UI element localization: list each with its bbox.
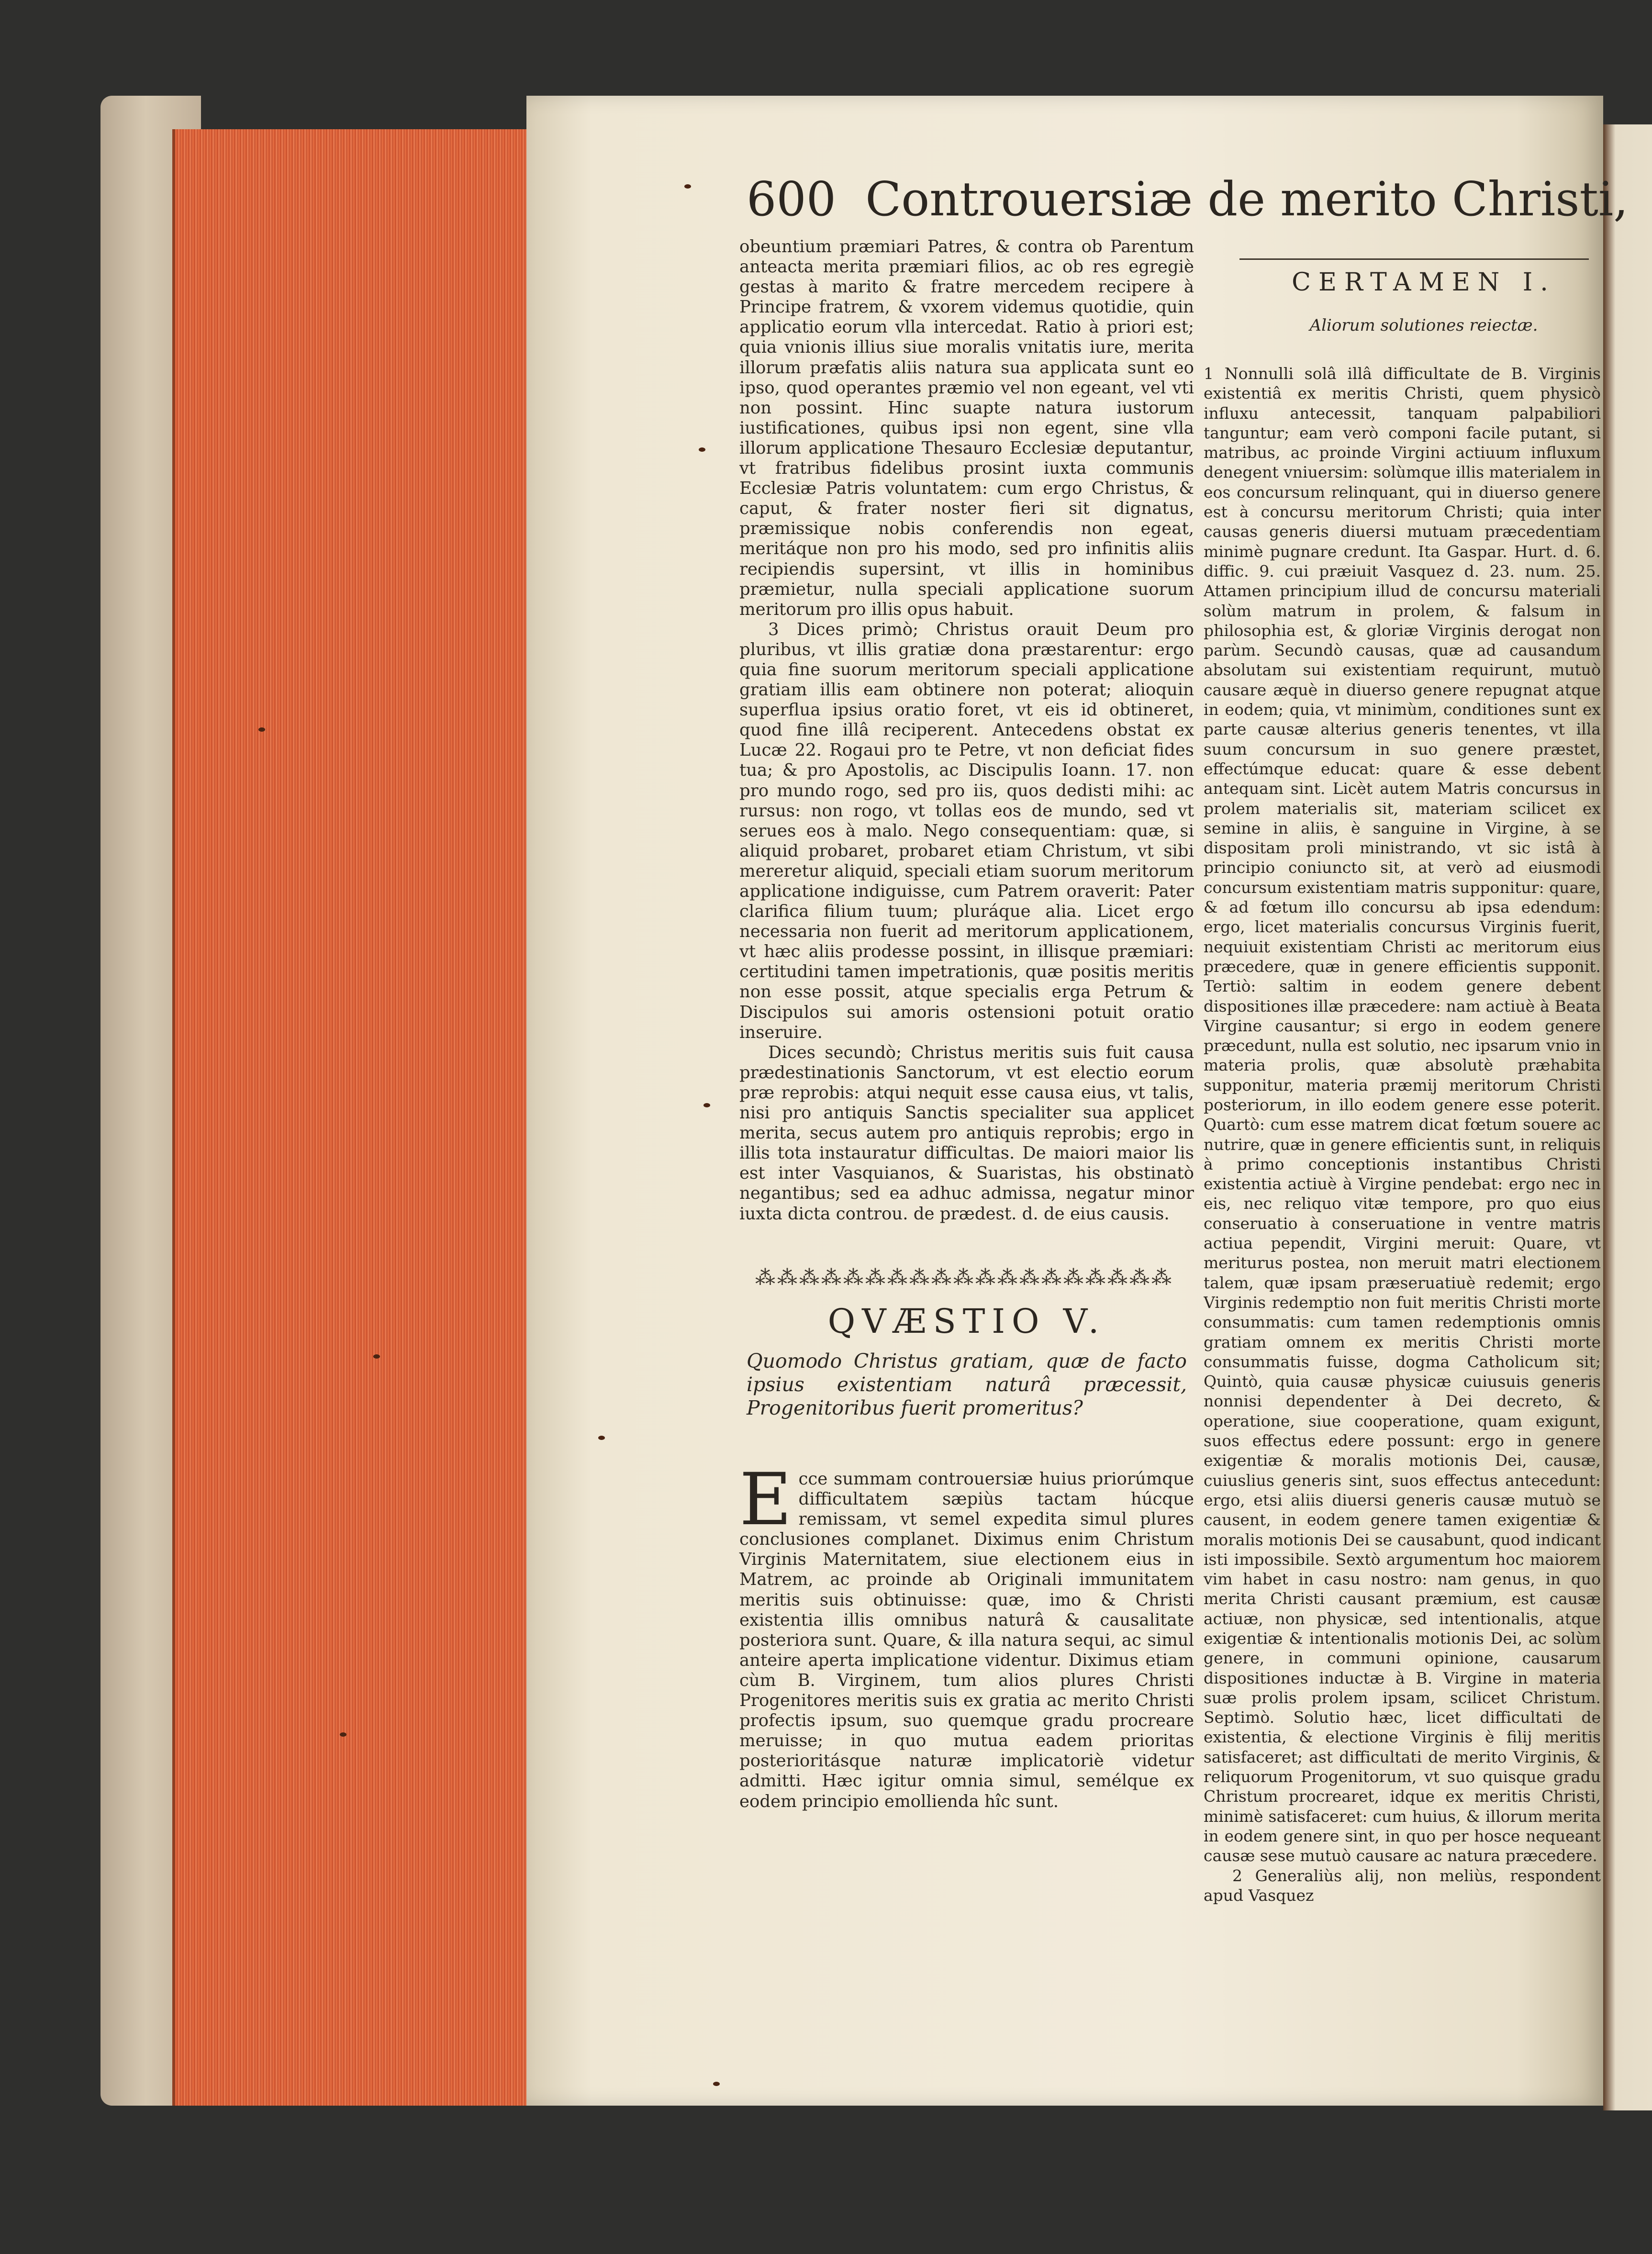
- right-column: [1204, 364, 1601, 2254]
- paragraph: obeuntium præmiari Patres, & contra ob Parentum anteacta merita præmiari filios, ac ob res egregiè gestas à marito & fratre mercedem recipere à Principe fratrem, & vxorem videmus quotidie, quin applicatio eorum vlla intercedat. Ratio à priori est; quia vnionis illius siue moralis vnitatis iure, merita illorum præfatis aliis natura sua applicata sunt eo ipso, quod operantes præmio vel non egeant, vel vti non possint. Hinc suapte natura iustorum iustificationes, quibus ipsi non egent, sine vlla illorum applicatione Thesauro Ecclesiæ deputantur, vt fratribus fidelibus prosint iuxta communis Ecclesiæ Patris voluntatem: cum ergo Christus, & caput, & frater noster fieri sit dignatus, præmissique nobis conferendis non egeat, meritáque non pro his modo, sed pro infinitis aliis recipiendis supersint, vt illis in hominibus præmietur, nulla speciali applicatione suorum meritorum pro illis opus habuit.: [739, 237, 1194, 619]
- wormhole: [258, 727, 265, 732]
- page-number: 600: [747, 172, 837, 227]
- wormhole: [373, 1354, 380, 1359]
- facing-page-edge: [1603, 124, 1652, 2110]
- left-column: [739, 237, 1194, 1224]
- ornament-divider: ⁂⁂⁂⁂⁂⁂⁂⁂⁂⁂⁂⁂⁂⁂⁂⁂⁂⁂⁂: [755, 1266, 1173, 1289]
- paragraph: 3 Dices primò; Christus orauit Deum pro pluribus, vt illis gratiæ dona præstarentur: ergo quia fine suorum meritorum speciali applicatione gratiam illis eam obtinere non poterat; alioquin superflua ipsius oratio foret, vt eis id obtineret, quod fine illâ reciperent. Antecedens obstat ex Lucæ 22. Rogaui pro te Petre, vt non deficiat fides tua; & pro Apostolis, ac Discipulis Ioann. 17. non pro mundo rogo, sed pro iis, quos dedisti mihi: ac rursus: non rogo, vt tollas eos de mundo, sed vt serues eos à malo. Nego consequentiam: quæ, si aliquid probaret, probaret etiam Christum, vt sibi mereretur aliquid, speciali etiam suorum meritorum applicatione indiguisse, cum Patrem oraverit: Pater clarifica filium tuum; pluráque alia. Licet ergo necessaria non fuerit ad meritorum applicationem, vt hæc aliis prodesse possint, in illisque præmiari: certitudini tamen impetrationis, quæ positis meritis non esse possit, atque specialis erga Petrum & Discipulos sui amoris ostensioni potuit oratio inseruire.: [739, 619, 1194, 1042]
- question-subtitle: Quomodo Christus gratiam, quæ de facto ipsius existentiam naturâ præcessit, Progenitoribus fuerit promeritus?: [747, 1350, 1187, 1419]
- certamen-subtitle: Aliorum solutiones reiectæ.: [1309, 316, 1538, 335]
- wormhole: [684, 184, 691, 189]
- paragraph: Dices secundò; Christus meritis suis fuit causa prædestinationis Sanctorum, vt est electio eorum præ reprobis: atqui nequit esse causa eius, vt talis, nisi pro antiquis Sanctis specialiter sua applicet merita, secus autem pro antiquis reprobis; ergo in illis tota instauratur difficultas. De maiori maior lis est inter Vasquianos, & Suaristas, his obstinatò negantibus; sed ea adhuc admissa, negatur minor iuxta dicta controu. de prædest. d. de eius causis.: [739, 1042, 1194, 1224]
- intro-text: cce summam controuersiæ huius priorúmque difficultatem sæpiùs tactam húcque remissam, vt semel expedita simul plures conclusiones complanet. Diximus enim Christum Virginis Maternitatem, siue electionem eius in Matrem, ac proinde ab Originali immunitatem meritis suis obtinuisse: quæ, imo & Christi existentia illis omnibus naturâ & causalitate posteriora sunt. Quare, & illa natura sequi, ac simul anteire aperta implicatione videntur. Diximus etiam cùm B. Virginem, tum alios plures Christi Progenitores meritis suis ex gratia ac merito Christi profectis ipsum, suo quemque gradu procreare meruisse; in quo mutua eadem prioritas posterioritásque naturæ implicatoriè videtur admitti. Hæc igitur omnia simul, semélque ex eodem principio emollienda hîc sunt.: [739, 1469, 1194, 1811]
- intro-paragraph: [739, 1458, 1194, 1812]
- red-page-edges: [172, 129, 529, 2106]
- wormhole: [699, 447, 705, 452]
- running-head: [747, 172, 1628, 227]
- header-rule: [1239, 258, 1589, 260]
- paragraph: 1 Nonnulli solâ illâ difficultate de B. Virginis existentiâ ex meritis Christi, quem physicò influxu antecessit, tanquam palpabiliori tanguntur; eam verò componi facile putant, si matribus, ac proinde Virgini actiuum influxum denegent vniuersim: solùmque illis materialem in eos concursum relinquant, qui in diuerso genere est à concursu meritorum Christi; quia inter causas generis diuersi mutuam præcedentiam minimè pugnare credunt. Ita Gaspar. Hurt. d. 6. diffic. 9. cui præiuit Vasquez d. 23. num. 25. Attamen principium illud de concursu materiali solùm matrum in prolem, & falsum in philosophia est, & gloriæ Virginis derogat non parùm. Secundò causas, quæ ad causandum absolutam sui existentiam requirunt, mutuò causare æquè in diuerso genere repugnat atque in eodem; quia, vt minimùm, conditiones sunt ex parte causæ alterius generis tenentes, vt illa suum concursum in suo genere præstet, effectúmque educat: quare & esse debent antequam sint. Licèt autem Matris concursus in prolem materialis sit, materiam scilicet ex semine in aliis, è sanguine in Virgine, à se dispositam proli ministrando, vt sic istâ à principio coniuncto sit, at verò ad eiusmodi concursum existentiam matris supponitur: quare, & ad fœtum illo concursu ab ipsa edendum: ergo, licet materialis concursus Virginis fuerit, nequiuit existentiam Christi ac meritorum eius præcedere, quæ in genere efficientis supponit. Tertiò: saltim in eodem genere debent dispositiones illæ præcedere: nam actiuè à Beata Virgine causantur; si ergo in eodem genere præcedunt, nulla est solutio, nec ipsarum vnio in materia prolis, quæ absolutè præhabita supponitur, materia præmij meritorum Christi posteriorum, in illo eodem genere esse poterit. Quartò: cum esse matrem dicat fœtum souere ac nutrire, quæ in genere efficientis sunt, in reliquis à primo conceptionis instantibus Christi existentia actiuè à Virgine pendebat: ergo nec in eis, nec reliquo vitæ tempore, pro quo eius conseruatio à conseruatione in ventre matris actiua pependit, Virgini meruit: Quare, vt meriturus postea, non meruit matri electionem talem, quæ ipsam præseruatiuè redemit; ergo Virginis redemptio non fuit meritis Christi morte consummatis: cum tamen redemptionis omnis gratiam omnem ex meritis Christi morte consummatis fuisse, dogma Catholicum sit; Quintò, quia causæ physicæ cuiusuis generis nonnisi dependenter à Dei decreto, & operatione, siue cooperatione, quam exigunt, suos effectus edere possunt: ergo in genere exigentiæ & moralis motionis Dei, causæ, cuiuslius generis sint, suos effectus antecedunt: ergo, etsi aliis diuersi generis causæ mutuò se causent, in eodem genere tamen exigentiæ & moralis motionis Dei se causabunt, quod indicant isti impossibile. Sextò argumentum hoc maiorem vim habet in casu nostro: nam genus, in quo merita Christi causant præmium, est causæ actiuæ, non physicæ, sed intentionalis, atque exigentiæ & intentionalis motionis Dei, ac solùm genere, in communi opinione, causarum dispositiones inductæ à B. Virgine in materia suæ prolis prolem ipsam, scilicet Christum. Septimò. Solutio hæc, licet difficultati de existentia, & electione Virginis è filij meritis satisfaceret; ast difficultati de merito Virginis, & reliquorum Progenitorum, vt suo quisque gradu Christum procrearet, idque ex meritis Christi, minimè satisfaceret: cum huius, & illorum merita in eodem genere sint, in quo per hosce nequeant causæ sese mutuò causare ac natura præcedere.: [1204, 364, 1601, 1865]
- wormhole: [598, 1436, 605, 1440]
- running-title: Controuersiæ de merito Christi,: [865, 172, 1629, 227]
- wormhole: [340, 1732, 346, 1737]
- wormhole: [703, 1103, 710, 1107]
- paragraph: 2 Generaliùs alij, non meliùs, respondent apud Vasquez: [1204, 1866, 1601, 1905]
- certamen-heading: CERTAMEN I.: [1292, 268, 1556, 297]
- wormhole: [713, 2082, 720, 2086]
- drop-cap: E: [739, 1458, 792, 1541]
- question-heading: QVÆSTIO V.: [827, 1302, 1106, 1341]
